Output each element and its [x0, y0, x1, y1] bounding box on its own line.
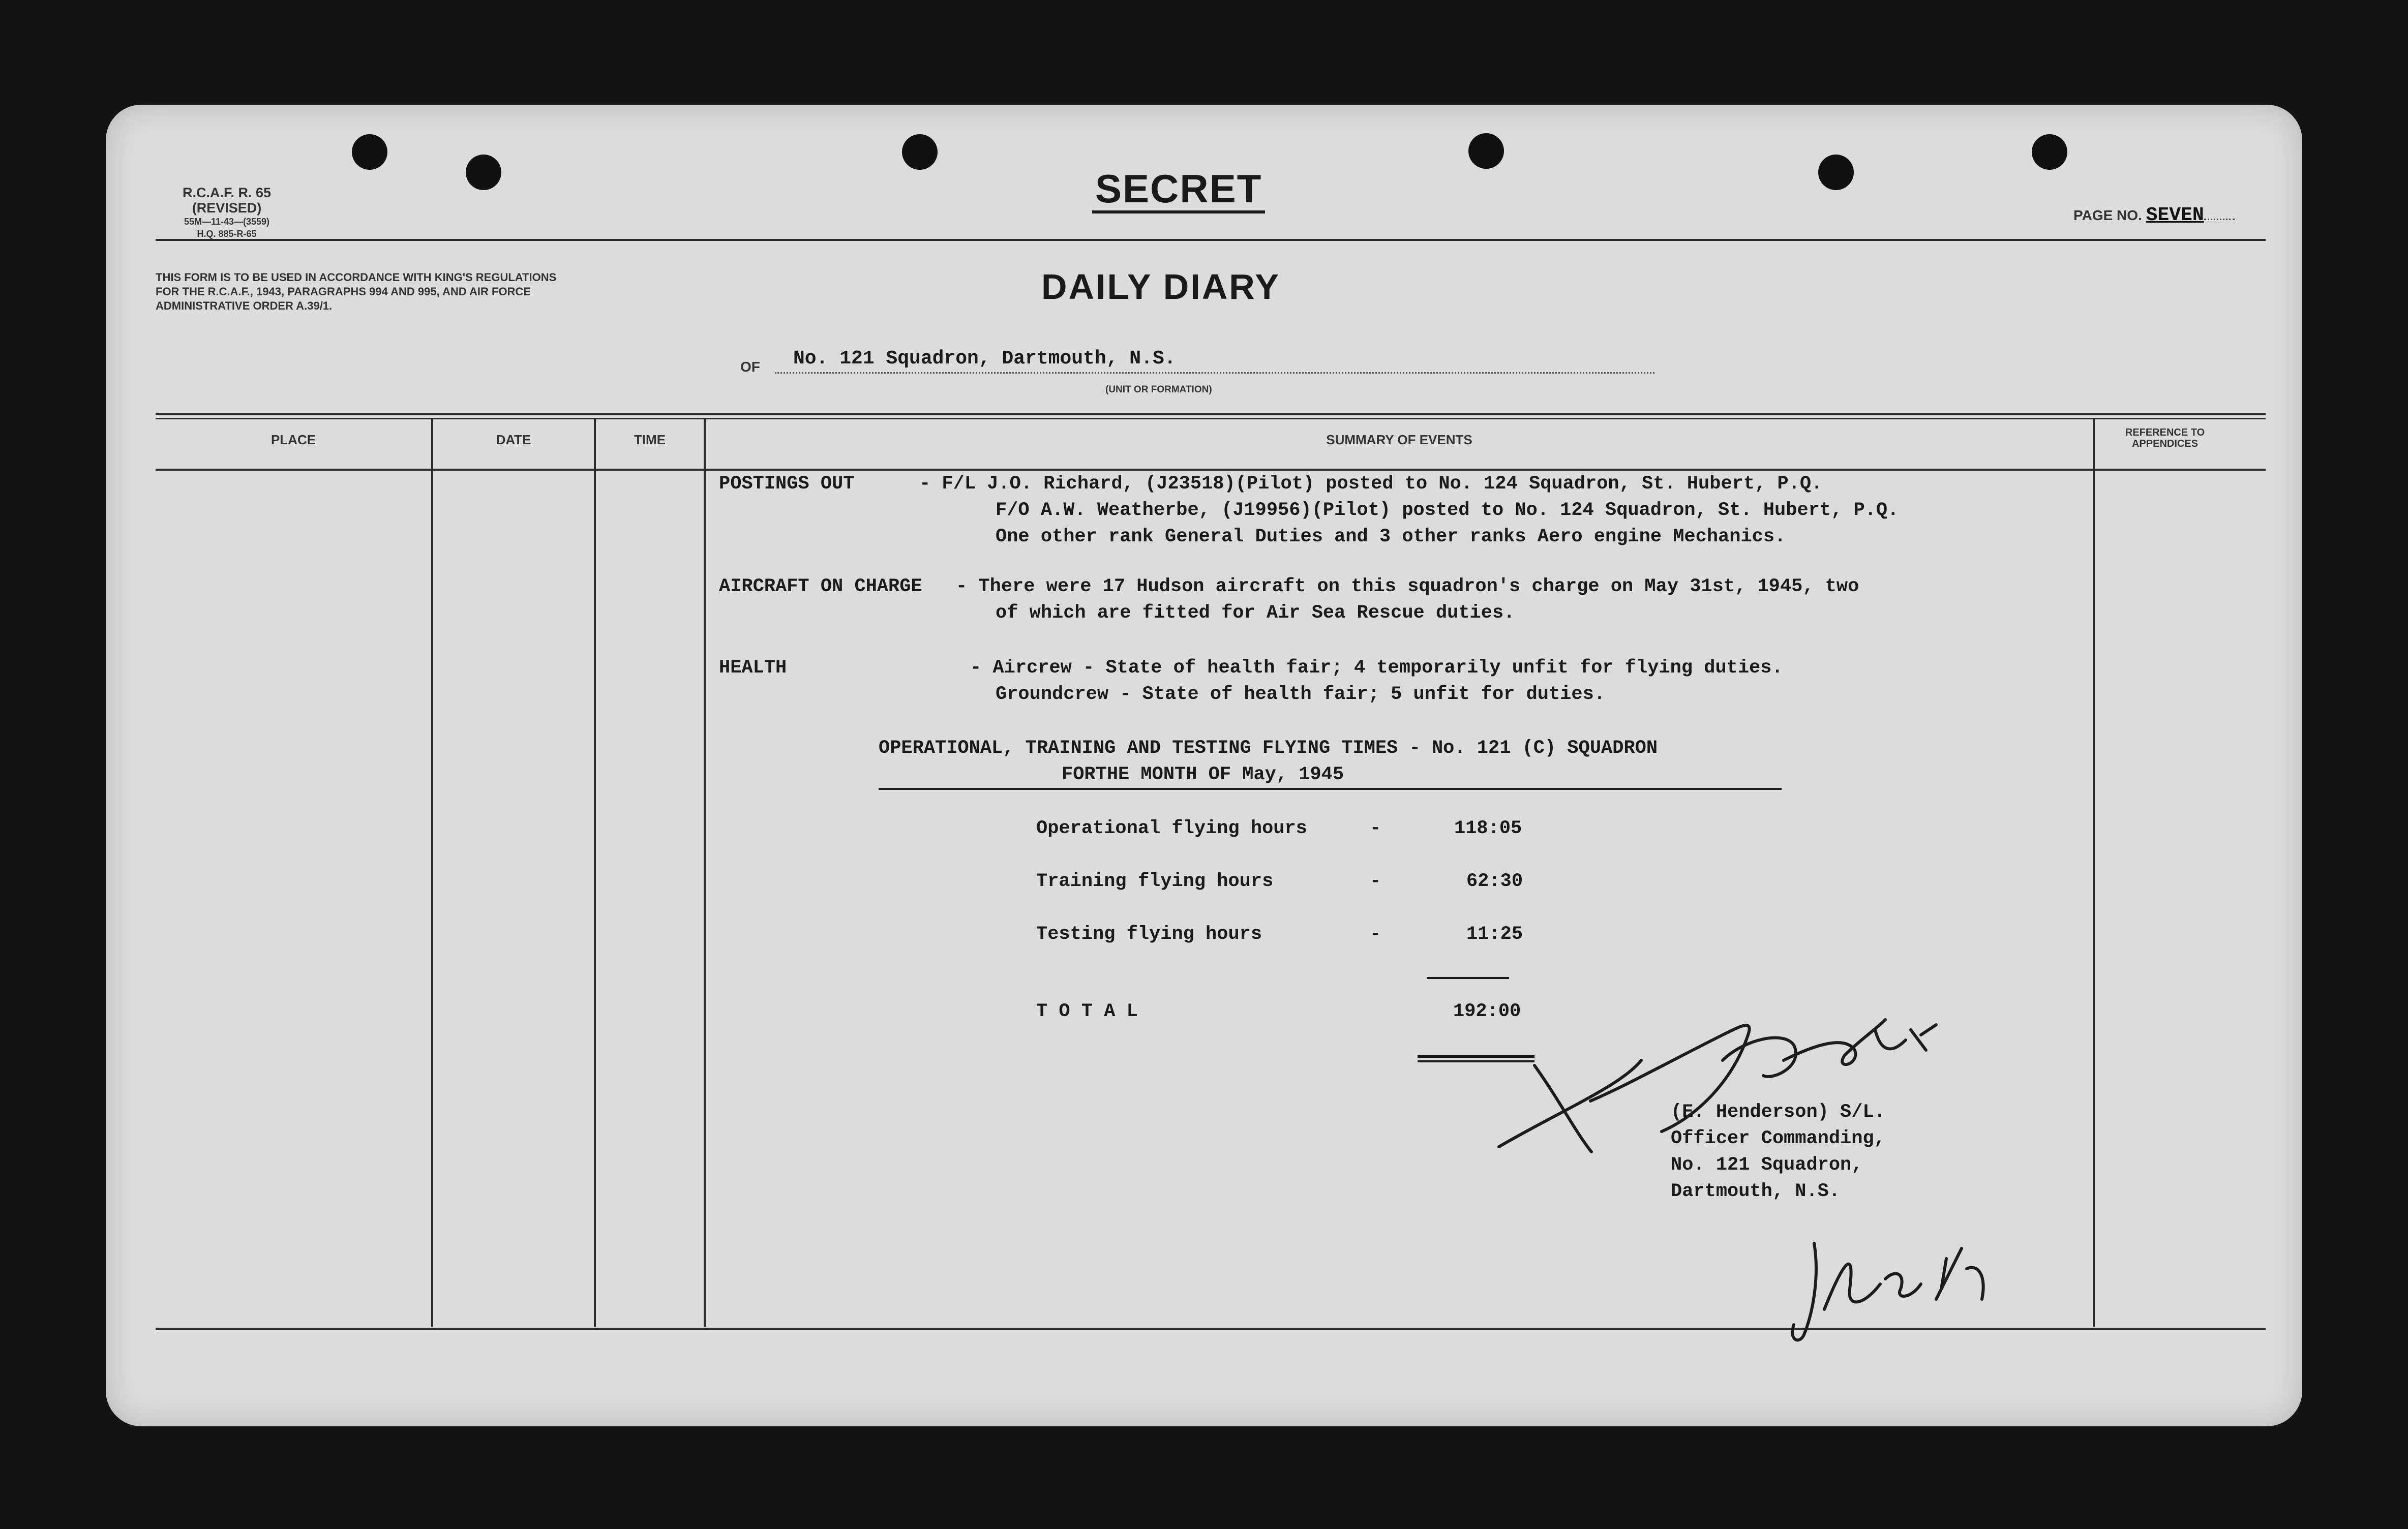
form-reference-number: R.C.A.F. R. 65 (REVISED): [182, 185, 272, 216]
aircraft-line: of which are fitted for Air Sea Rescue duties.: [996, 602, 1515, 624]
total-label: T O T A L: [1036, 1001, 1138, 1022]
signature-title: Officer Commanding,: [1671, 1128, 1885, 1149]
postings-line: One other rank General Duties and 3 other ranks Aero engine Mechanics.: [996, 526, 1786, 547]
signature-name: (E. Henderson) S/L.: [1671, 1102, 1885, 1123]
unit-dotted-line: [775, 372, 1654, 374]
column-header-place: PLACE: [270, 432, 316, 447]
flying-times-heading: OPERATIONAL, TRAINING AND TESTING FLYING TIMES - No. 121 (C) SQUADRON: [879, 738, 1658, 759]
column-divider: [431, 419, 433, 1327]
total-value: 192:00: [1453, 1001, 1521, 1022]
unit-value: No. 121 Squadron, Dartmouth, N.S.: [793, 348, 1176, 370]
postings-line: - F/L J.O. Richard, (J23518)(Pilot) posted to No. 124 Squadron, St. Hubert, P.Q.: [919, 473, 1823, 495]
classification-stamp: SECRET: [1092, 167, 1265, 213]
column-header-summary: SUMMARY OF EVENTS: [1326, 432, 1472, 447]
column-divider: [704, 419, 706, 1327]
unit-sublabel: (UNIT OR FORMATION): [1105, 384, 1212, 395]
aircraft-label: AIRCRAFT ON CHARGE: [719, 576, 922, 597]
flying-row-label: Testing flying hours: [1036, 924, 1262, 945]
column-header-reference: REFERENCE TO APPENDICES: [2125, 427, 2205, 449]
flying-row-value: 11:25: [1466, 924, 1523, 945]
flying-row-value: 62:30: [1466, 871, 1523, 892]
postings-label: POSTINGS OUT: [719, 473, 855, 495]
heading-underline: [879, 788, 1782, 790]
flying-row-dash: -: [1370, 871, 1381, 892]
punch-hole: [352, 134, 387, 170]
health-label: HEALTH: [719, 657, 787, 679]
flying-row-dash: -: [1370, 924, 1381, 945]
punch-hole: [2032, 134, 2067, 170]
flying-times-subheading: FORTHE MONTH OF May, 1945: [1062, 764, 1344, 785]
page-number: [2073, 204, 2235, 226]
unit-label: OF: [740, 359, 760, 375]
health-line: - Aircrew - State of health fair; 4 temporarily unfit for flying duties.: [970, 657, 1783, 679]
flying-row-dash: -: [1370, 818, 1381, 839]
form-print-code: 55M—11-43—(3559): [184, 217, 270, 227]
flying-row-value: 118:05: [1454, 818, 1522, 839]
aircraft-line: - There were 17 Hudson aircraft on this squadron's charge on May 31st, 1945, two: [956, 576, 1859, 597]
postings-line: F/O A.W. Weatherbe, (J19956)(Pilot) posted to No. 124 Squadron, St. Hubert, P.Q.: [996, 500, 1899, 521]
page-number-label: PAGE NO.: [2073, 207, 2142, 223]
flying-row-label: Training flying hours: [1036, 871, 1274, 892]
header-rule: [156, 239, 2266, 241]
signature-unit: No. 121 Squadron,: [1671, 1154, 1863, 1176]
initials-signature: [1784, 1228, 1997, 1360]
column-divider: [2093, 419, 2095, 1327]
punch-hole: [466, 155, 501, 190]
column-divider: [594, 419, 596, 1327]
health-line: Groundcrew - State of health fair; 5 unfit for duties.: [996, 684, 1605, 705]
punch-hole: [1468, 133, 1504, 169]
column-header-time: TIME: [634, 432, 666, 447]
page-title: DAILY DIARY: [1041, 267, 1280, 307]
form-hq-code: H.Q. 885-R-65: [197, 229, 257, 239]
table-top-rule: [156, 413, 2266, 415]
subtotal-rule: [1427, 977, 1509, 979]
regulations-notice: THIS FORM IS TO BE USED IN ACCORDANCE WITH KING'S REGULATIONS FOR THE R.C.A.F., 1943, PARAGRAPHS 994 AND 995, AND AIR FORCE ADMINISTRATIVE ORDER A.39/1.: [156, 271, 557, 312]
column-header-rule: [156, 469, 2266, 471]
column-header-date: DATE: [496, 432, 531, 447]
page-number-value: SEVEN: [2146, 204, 2204, 226]
punch-hole: [1818, 155, 1854, 190]
flying-row-label: Operational flying hours: [1036, 818, 1307, 839]
form-reference: [171, 185, 283, 240]
punch-hole: [902, 134, 938, 170]
signature-location: Dartmouth, N.S.: [1671, 1181, 1841, 1202]
table-top-rule-2: [156, 418, 2266, 419]
diary-sheet: [106, 105, 2302, 1426]
